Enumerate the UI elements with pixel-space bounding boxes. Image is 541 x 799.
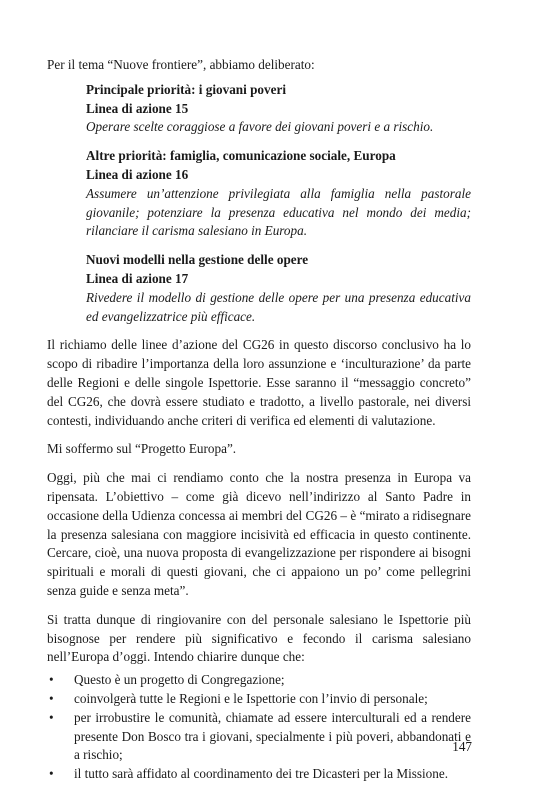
block-action-line: Linea di azione 16 [86,166,189,182]
bullet-icon: • [49,766,54,782]
block-text: Operare scelte coraggiose a favore dei giovani poveri e a rischio. [86,119,434,135]
list-item [47,690,471,709]
bullet-icon: • [49,709,54,725]
block-action-line: Linea di azione 17 [86,270,189,286]
list-item-text: Questo è un progetto di Congregazione; [74,672,285,688]
paragraph-europe-presence: Oggi, più che mai ci rendiamo conto che la nostra presenza in Europa va ripensata. L’obiettivo – come già dicevo nell’indirizzo al Santo Padre in occasione della Udienza concessa ai membri del CG26 – è “mirato a ridisegnare la presenza salesiana con maggiore incisività ed efficacia in questo continente. Cercare, cioè, una nuova proposta di evangelizzazione per rispondere ai bisogni spirituali e morali di questi giovani, che ci appaiono un po’ come pellegrini senza guide e senza meta”. [47,470,471,598]
bullet-icon: • [49,690,54,706]
block-heading: Principale priorità: i giovani poveri [86,81,286,97]
page-number: 147 [452,739,472,754]
block-heading: Altre priorità: famiglia, comunicazione sociale, Europa [86,148,396,164]
list-item-text: coinvolgerà tutte le Regioni e le Ispettorie con l’invio di personale; [74,690,428,706]
list-item [47,709,471,765]
intro-line: Per il tema “Nuove frontiere”, abbiamo deliberato: [47,57,315,72]
block-heading: Nuovi modelli nella gestione delle opere [86,252,309,268]
list-item-text: il tutto sarà affidato al coordinamento dei tre Dicasteri per la Missione. [74,766,449,782]
page-body [47,56,471,784]
block-text: Rivedere il modello di gestione delle opere per una presenza educativa ed evangelizzatrice più efficace. [86,289,471,324]
bullet-list [47,671,471,784]
bullet-icon: • [49,672,54,688]
paragraph-progetto-europa: Mi soffermo sul “Progetto Europa”. [47,441,237,457]
list-item [47,765,471,784]
priority-block-2 [86,147,471,241]
list-item [47,671,471,690]
priority-block-3 [86,251,471,326]
block-action-line: Linea di azione 15 [86,100,189,116]
priority-block-1 [86,81,471,137]
list-item-text: per irrobustire le comunità, chiamate ad essere interculturali ed a rendere presente Don Bosco tra i giovani, specialmente i più poveri, abbandonati e a rischio; [74,709,471,763]
paragraph-lines-of-action: Il richiamo delle linee d’azione del CG26 in questo discorso conclusivo ha lo scopo di ribadire l’importanza della loro assunzione e ‘inculturazione’ da parte delle Regioni e delle singole Ispettorie. Esse saranno il “messaggio concreto” del CG26, che dovrà essere studiato e tradotto, a livello pastorale, nei diversi contesti, individuando anche criteri di verifica ed elementi di valutazione. [47,337,471,428]
paragraph-rejuvenate: Si tratta dunque di ringiovanire con del personale salesiano le Ispettorie più bisognose per rendere più significativo e fecondo il carisma salesiano nell’Europa d’oggi. Intendo chiarire dunque che: [47,611,471,665]
block-text: Assumere un’attenzione privilegiata alla famiglia nella pastorale giovanile; potenziare la presenza educativa nel mondo dei media; rilanciare il carisma salesiano in Europa. [86,185,471,239]
